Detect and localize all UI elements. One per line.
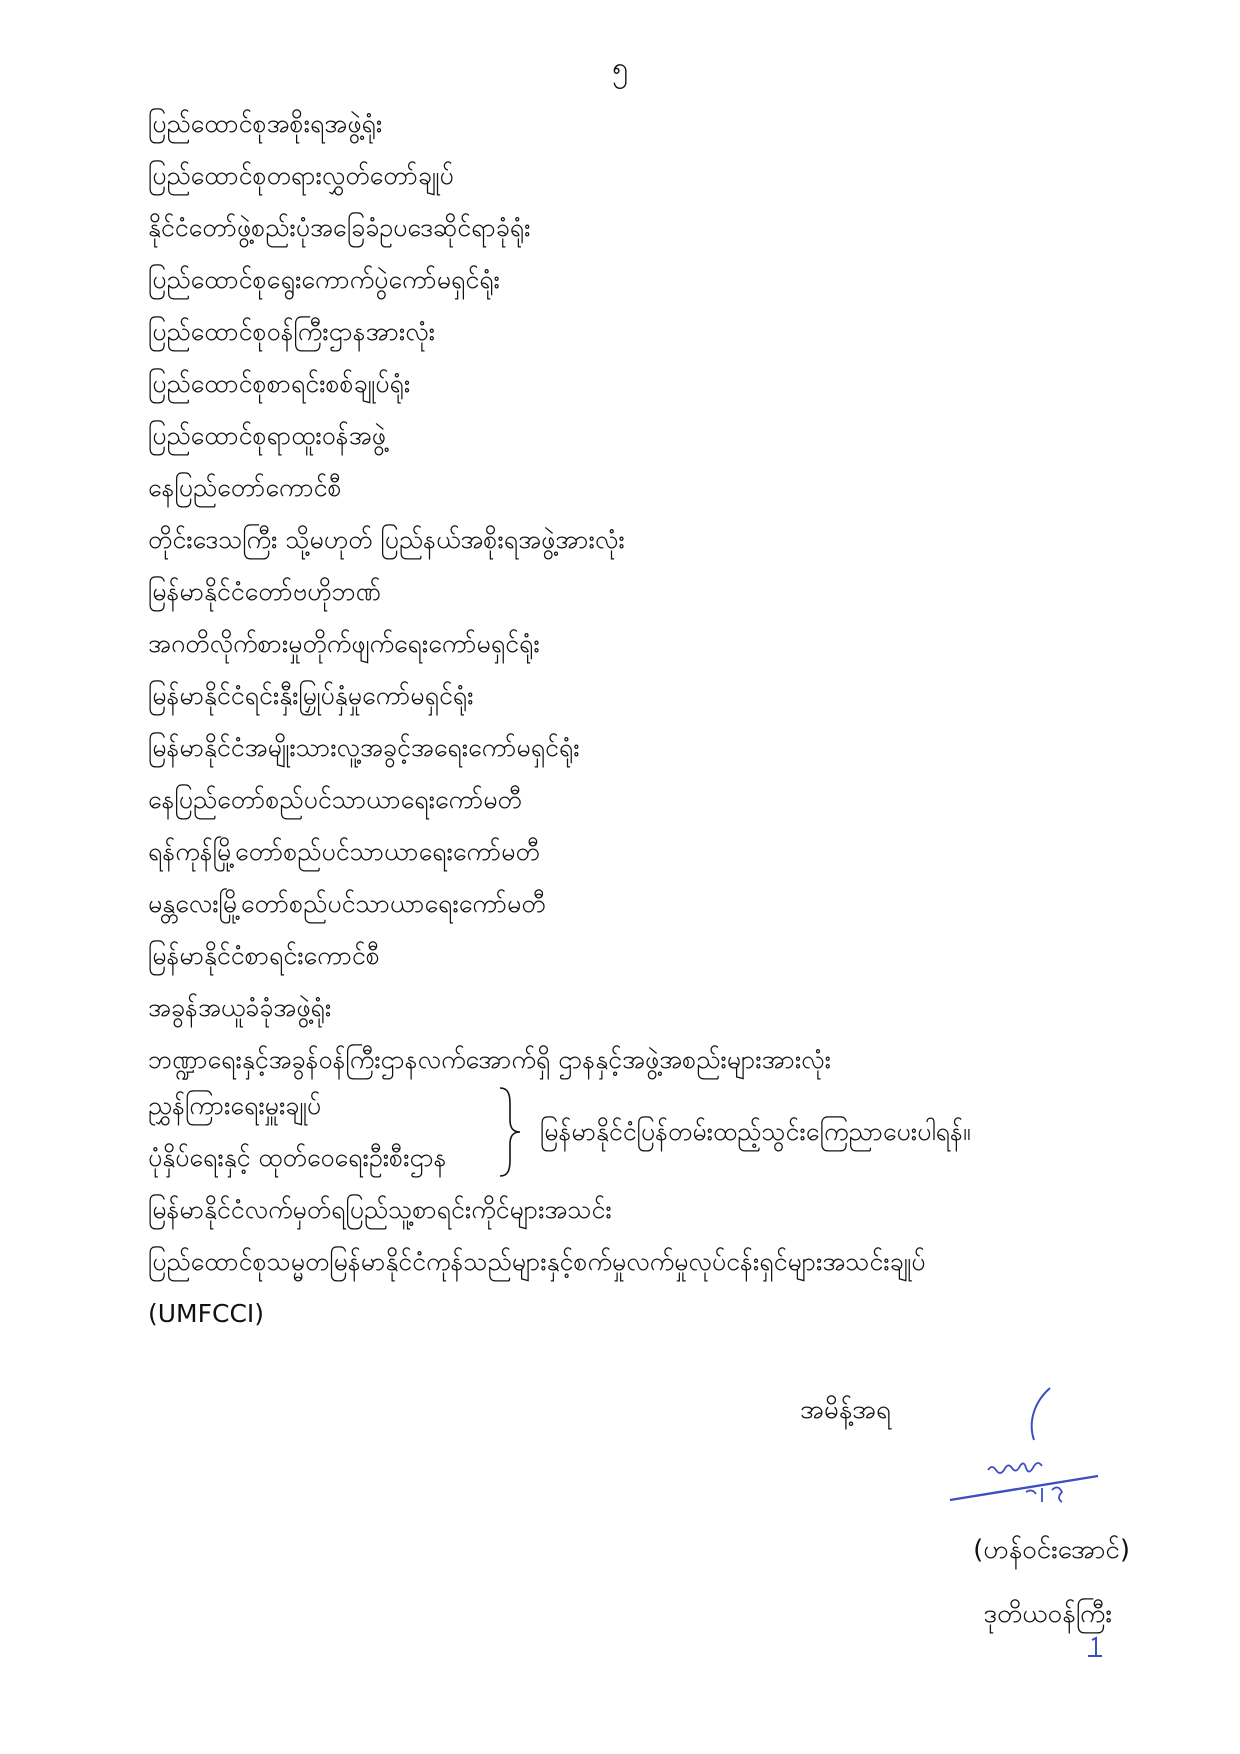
recipient-line: အဂတိလိုက်စားမှုတိုက်ဖျက်ရေးကော်မရှင်ရုံး	[148, 629, 540, 658]
recipient-line: ပြည်ထောင်စုသမ္မတမြန်မာနိုင်ငံကုန်သည်များနှင့်စက်မှုလက်မှုလုပ်ငန်းရှင်များအသင်းချုပ်	[148, 1247, 926, 1276]
recipient-line: ပြည်ထောင်စုအစိုးရအဖွဲ့ရုံး	[148, 109, 383, 138]
recipient-line: မြန်မာနိုင်ငံတော်ဗဟိုဘဏ်	[148, 577, 381, 606]
recipient-line: အခွန်အယူခံခုံအဖွဲ့ရုံး	[148, 993, 332, 1022]
closing-phrase: အမိန့်အရ	[800, 1395, 891, 1425]
handwritten-signature	[930, 1380, 1130, 1540]
recipient-line: တိုင်းဒေသကြီး သို့မဟုတ် ပြည်နယ်အစိုးရအဖွဲ့အားလုံး	[148, 525, 625, 554]
recipient-line: (UMFCCI)	[148, 1299, 265, 1328]
bracket-note: မြန်မာနိုင်ငံပြန်တမ်းထည့်သွင်းကြေညာပေးပါရန်။	[540, 1117, 971, 1146]
recipient-line: ပြည်ထောင်စုရာထူးဝန်အဖွဲ့	[148, 421, 386, 450]
page-number: ၅	[612, 51, 628, 84]
signer-name: (ဟန်ဝင်းအောင်)	[973, 1535, 1130, 1565]
recipient-line: ရန်ကုန်မြို့တော်စည်ပင်သာယာရေးကော်မတီ	[148, 837, 540, 866]
bracketed-recipient-group	[148, 1080, 1128, 1184]
recipient-line: မြန်မာနိုင်ငံလက်မှတ်ရပြည်သူ့စာရင်းကိုင်များအသင်း	[148, 1195, 612, 1224]
initial-mark-icon	[1080, 1632, 1110, 1662]
recipient-line: နေပြည်တော်ကောင်စီ	[148, 473, 342, 502]
recipient-list	[148, 98, 1128, 1086]
recipient-line: ပြည်ထောင်စုတရားလွှတ်တော်ချုပ်	[148, 161, 454, 190]
recipient-line: ပြည်ထောင်စုဝန်ကြီးဌာနအားလုံး	[148, 317, 436, 346]
recipient-line: မြန်မာနိုင်ငံအမျိုးသားလူ့အခွင့်အရေးကော်မရှင်ရုံး	[148, 733, 580, 762]
recipient-line: ညွှန်ကြားရေးမှူးချုပ်	[148, 1091, 322, 1120]
recipient-line: မြန်မာနိုင်ငံရင်းနှီးမြှုပ်နှံမှုကော်မရှင်ရုံး	[148, 681, 474, 710]
recipient-line: ဘဏ္ဍာရေးနှင့်အခွန်ဝန်ကြီးဌာနလက်အောက်ရှိ ဌာနနှင့်အဖွဲ့အစည်းများအားလုံး	[148, 1045, 831, 1074]
recipient-line: မန္တလေးမြို့တော်စည်ပင်သာယာရေးကော်မတီ	[148, 889, 546, 918]
recipient-line: နိုင်ငံတော်ဖွဲ့စည်းပုံအခြေခံဥပဒေဆိုင်ရာခုံရုံး	[148, 213, 531, 242]
bracketed-recipients	[148, 1080, 508, 1184]
recipient-line: ပြည်ထောင်စုရွေးကောက်ပွဲကော်မရှင်ရုံး	[148, 265, 500, 294]
recipient-list-tail	[148, 1184, 1128, 1340]
recipient-line: မြန်မာနိုင်ငံစာရင်းကောင်စီ	[148, 941, 380, 970]
recipient-line: နေပြည်တော်စည်ပင်သာယာရေးကော်မတီ	[148, 785, 522, 814]
signer-title: ဒုတိယဝန်ကြီး	[983, 1599, 1112, 1629]
recipient-line: ပြည်ထောင်စုစာရင်းစစ်ချုပ်ရုံး	[148, 369, 411, 398]
recipient-line: ပုံနှိပ်ရေးနှင့် ထုတ်ဝေရေးဦးစီးဌာန	[148, 1143, 447, 1172]
